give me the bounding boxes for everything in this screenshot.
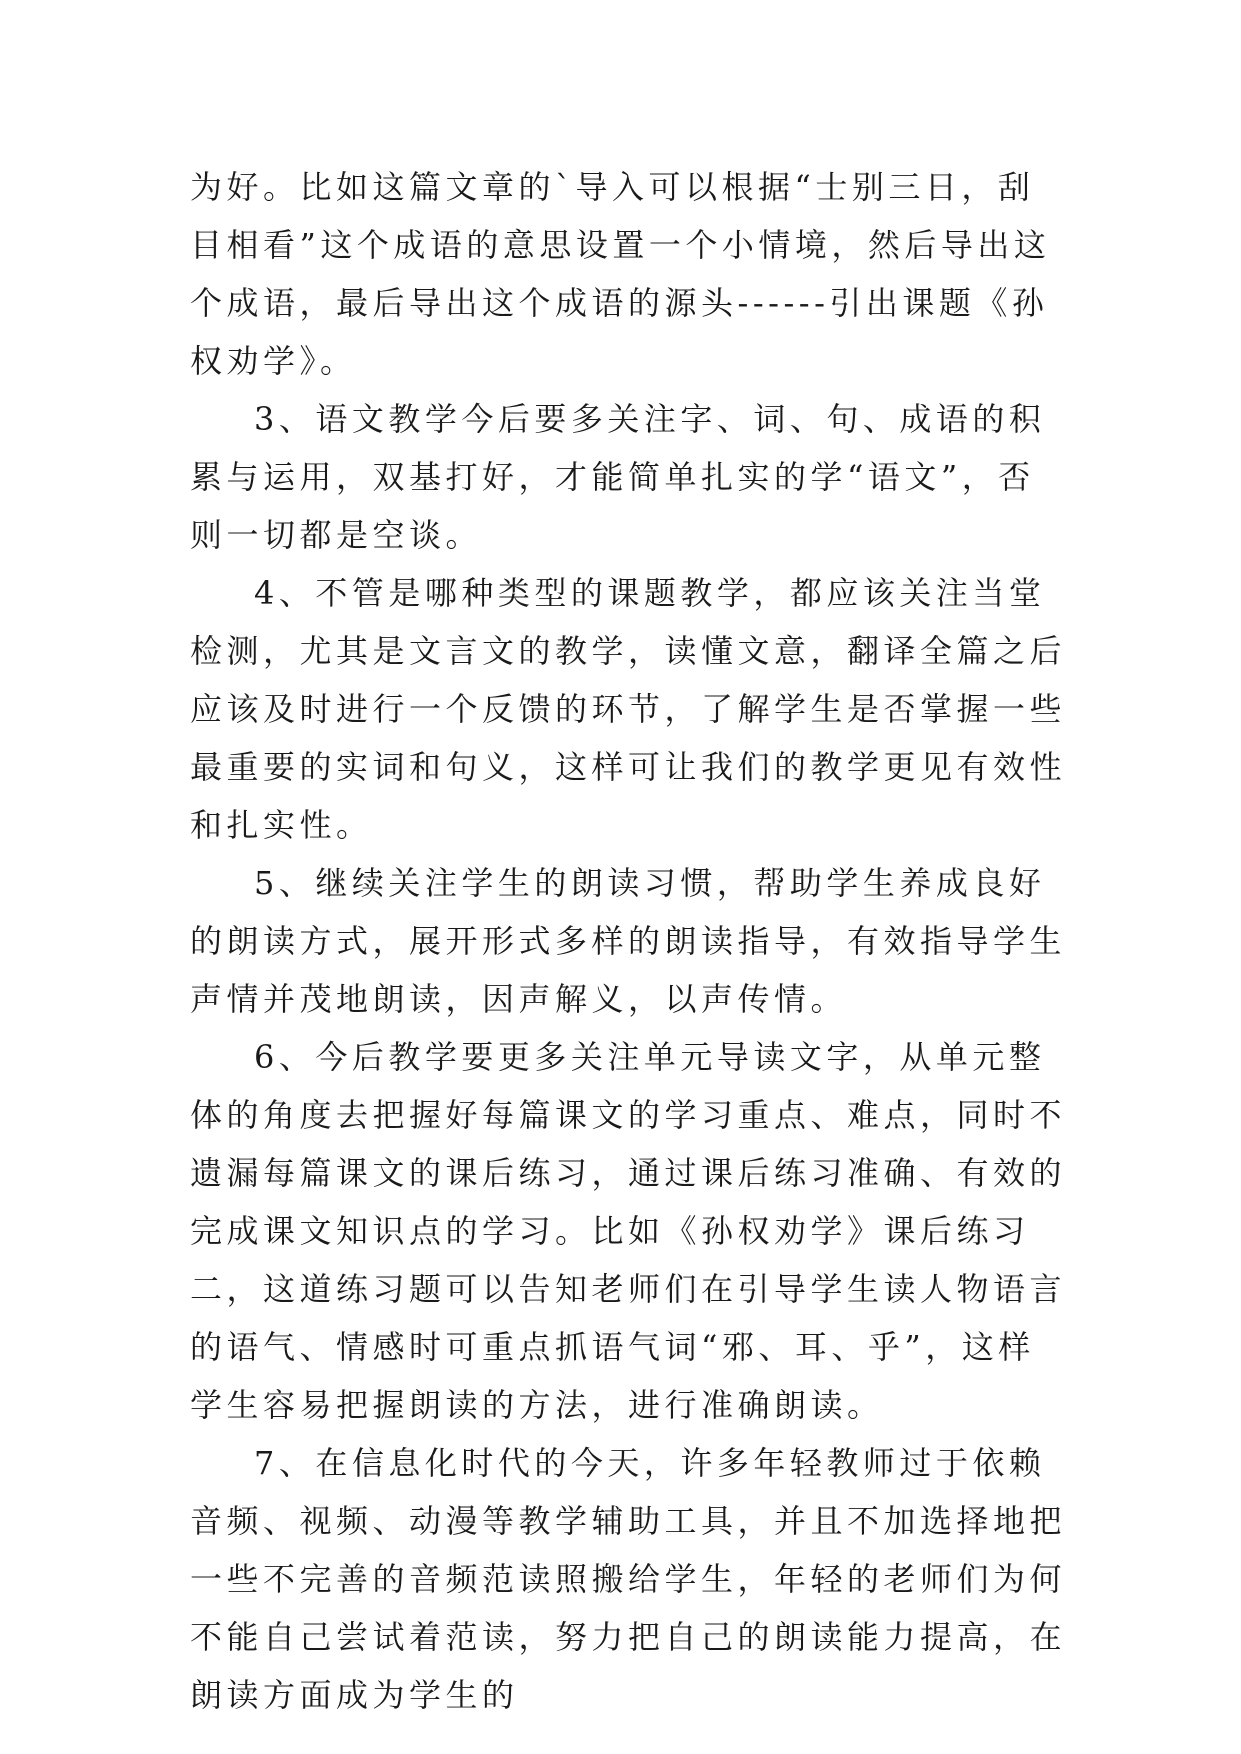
paragraph-item-3: 3、语文教学今后要多关注字、词、句、成语的积累与运用，双基打好，才能简单扎实的学“语文”，否则一切都是空谈。: [190, 400, 1046, 554]
document-body: [190, 158, 1070, 1724]
paragraph-continuation: 为好。比如这篇文章的`导入可以根据“士别三日，刮目相看”这个成语的意思设置一个小情境，然后导出这个成语，最后导出这个成语的源头------引出课题《孙权劝学》。: [190, 168, 1051, 380]
paragraph-item-5: 5、继续关注学生的朗读习惯，帮助学生养成良好的朗读方式，展开形式多样的朗读指导，有效指导学生声情并茂地朗读，因声解义，以声传情。: [190, 864, 1067, 1018]
paragraph-item-4: 4、不管是哪种类型的课题教学，都应该关注当堂检测，尤其是文言文的教学，读懂文意，翻译全篇之后应该及时进行一个反馈的环节，了解学生是否掌握一些最重要的实词和句义，这样可让我们的教学更见有效性和扎实性。: [190, 574, 1067, 844]
paragraph-item-6: 6、今后教学要更多关注单元导读文字，从单元整体的角度去把握好每篇课文的学习重点、难点，同时不遗漏每篇课文的课后练习，通过课后练习准确、有效的完成课文知识点的学习。比如《孙权劝学》课后练习二，这道练习题可以告知老师们在引导学生读人物语言的语气、情感时可重点抓语气词“邪、耳、乎”，这样学生容易把握朗读的方法，进行准确朗读。: [190, 1038, 1067, 1424]
paragraph-item-7: 7、在信息化时代的今天，许多年轻教师过于依赖音频、视频、动漫等教学辅助工具，并且不加选择地把一些不完善的音频范读照搬给学生，年轻的老师们为何不能自己尝试着范读，努力把自己的朗读能力提高，在朗读方面成为学生的: [190, 1444, 1067, 1714]
